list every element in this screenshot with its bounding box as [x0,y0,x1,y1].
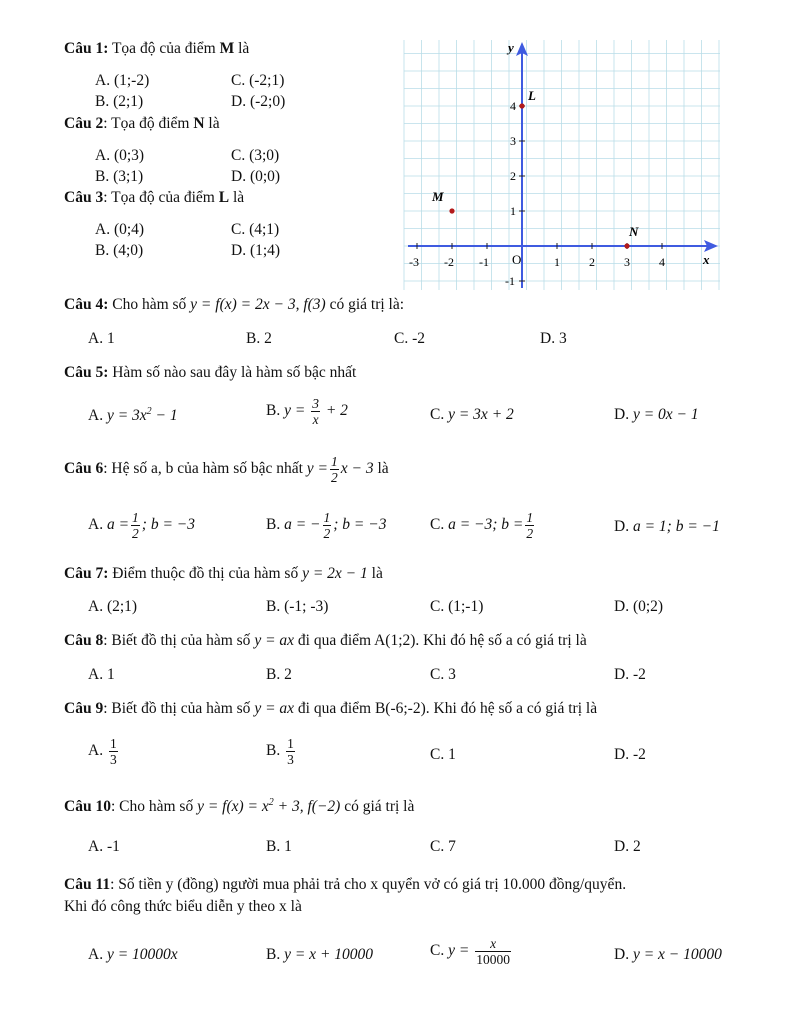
q6-option-c [430,510,536,541]
q10-expression: y = f(x) = x [197,798,269,816]
q6-a-denominator: 2 [132,526,139,541]
y-axis-label: y [508,40,514,55]
q5-option-b [266,396,348,427]
q11-c-letter: C. [430,942,445,960]
y-tick-label: 4 [510,99,516,113]
question-7 [64,565,383,583]
q11-a-letter: A. [88,946,104,963]
q8-option-c: C. 3 [430,666,456,683]
q6-expr-rhs: x − 3 [340,460,374,478]
q5-b-letter: B. [266,402,281,420]
q6-option-a [88,510,195,541]
graph-points [431,88,639,249]
q11-option-b [266,946,373,964]
q3-option-b: B. (4;0) [95,242,144,259]
q9-tail: đi qua điểm B(-6;-2). Khi đó hệ số a có giá trị là [297,700,598,717]
q7-text: Điểm thuộc đồ thị của hàm số [112,565,299,582]
q9-b-fraction [286,736,295,767]
x-tick-label: 4 [659,255,665,269]
q2-text: : Tọa độ điểm [103,115,190,132]
q9-b-letter: B. [266,742,281,760]
q11-c-numerator: x [475,936,511,952]
q5-d-letter: D. [614,406,630,423]
q4-option-b: B. 2 [246,330,272,347]
q5-c-expr: y = 3x + 2 [448,406,514,423]
q11-c-lhs: y = [448,942,470,960]
q10-tail: có giá trị là [344,798,415,816]
q10-exponent: 2 [268,797,274,808]
q6-expr-lhs: y = [306,460,329,478]
q5-option-d [614,406,699,424]
question-9 [64,700,597,718]
x-tick-label: 2 [589,255,595,269]
q5-a-tail: − 1 [151,407,178,425]
q6-b-rhs: ; b = −3 [333,516,387,534]
point-label-l: L [528,88,536,103]
q7-option-a: A. (2;1) [88,598,138,615]
x-tick-label: 1 [554,255,560,269]
q2-option-d: D. (0;0) [231,168,281,185]
question-11 [64,876,626,894]
q10-option-c: C. 7 [430,838,456,855]
q4-label: Câu 4: [64,296,109,313]
q3-text: : Tọa độ của điểm [103,189,215,206]
question-10 [64,797,414,816]
question-5 [64,364,356,382]
q9-option-a [88,736,120,767]
y-tick-label: 1 [510,204,516,218]
q7-label: Câu 7: [64,565,109,582]
q11-c-fraction [475,936,511,967]
q2-option-b: B. (3;1) [95,168,144,185]
point-l [519,103,524,108]
q6-c-lhs: a = −3; b = [448,516,524,534]
q1-option-d: D. (-2;0) [231,93,286,110]
q4-option-a: A. 1 [88,330,115,347]
q1-option-b: B. (2;1) [95,93,144,110]
q6-d-expr: a = 1; b = −1 [632,518,720,535]
q6-c-denominator: 2 [526,526,534,541]
q11-b-letter: B. [266,946,281,963]
q8-option-a: A. 1 [88,666,115,683]
q6-numerator: 1 [331,454,338,469]
q11-b-expr: y = x + 10000 [284,946,374,963]
q6-a-lhs: a = [106,516,130,534]
q6-option-b [266,510,386,541]
q8-expression: y = ax [254,632,295,649]
q6-text: : Hệ số a, b của hàm số bậc nhất [103,460,303,478]
q1-label: Câu 1: [64,40,109,57]
q5-b-rhs: + 2 [325,402,348,420]
x-axis-label: x [703,252,710,267]
q5-option-c [430,406,514,424]
q5-b-fraction [311,396,320,427]
q11-d-expr: y = x − 10000 [632,946,722,963]
q6-b-numerator: 1 [323,510,331,525]
origin-label: O [512,252,522,267]
q6-b-lhs: a = − [284,516,321,534]
q5-b-lhs: y = [284,402,306,420]
q1-point: M [219,40,235,57]
q5-option-a [88,406,178,425]
question-8 [64,632,587,650]
q1-option-a: A. (1;-2) [95,72,150,89]
q6-label: Câu 6 [64,460,104,478]
q11-option-c [430,936,513,967]
q7-option-c: C. (1;-1) [430,598,484,615]
q9-b-denominator: 3 [287,752,294,767]
x-tick-label: 3 [624,255,630,269]
question-2 [64,115,220,133]
q6-b-denominator: 2 [323,526,331,541]
x-tick-label: -1 [479,255,489,269]
q5-a-expr: y = 3x [106,407,147,425]
q1-tail: là [238,40,250,57]
q4-expression: y = f(x) = 2x − 3, f(3) [190,296,326,313]
q1-option-c: C. (-2;1) [231,72,285,89]
q2-point: N [193,115,205,132]
q6-a-numerator: 1 [132,510,139,525]
q2-option-c: C. (3;0) [231,147,280,164]
q8-option-d: D. -2 [614,666,646,683]
q9-expression: y = ax [254,700,295,717]
q9-a-fraction [109,736,118,767]
q6-d-letter: D. [614,518,630,535]
q6-b-letter: B. [266,516,281,534]
q3-label: Câu 3 [64,189,104,206]
q5-b-numerator: 3 [312,396,319,411]
q4-text: Cho hàm số [112,296,187,313]
q6-a-letter: A. [88,516,104,534]
q2-tail: là [208,115,220,132]
q9-a-letter: A. [88,742,104,760]
q9-option-b [266,736,297,767]
x-tick-label: -2 [444,255,454,269]
q6-fraction [330,454,339,485]
q6-c-letter: C. [430,516,445,534]
q9-b-numerator: 1 [287,736,294,751]
q11-c-denominator: 10000 [476,952,510,967]
point-m [449,208,454,213]
q8-label: Câu 8 [64,632,104,649]
coordinate-graph [402,38,722,292]
q4-tail: có giá trị là: [329,296,405,313]
q2-option-a: A. (0;3) [95,147,145,164]
q6-tail: là [377,460,389,478]
question-4 [64,296,404,314]
q6-b-fraction [323,510,332,541]
q7-tail: là [371,565,383,582]
q5-a-exponent: 2 [146,406,152,417]
q10-option-d: D. 2 [614,838,641,855]
point-label-n: N [629,224,639,239]
q8-text: : Biết đồ thị của hàm số [103,632,251,649]
graph-axes [408,40,718,288]
q9-a-denominator: 3 [109,752,117,767]
q7-option-b: B. (-1; -3) [266,598,329,615]
q10-expression-tail: + 3, f(−2) [273,798,341,816]
q3-option-a: A. (0;4) [95,221,145,238]
q8-option-b: B. 2 [266,666,292,683]
y-tick-label: -1 [505,274,515,288]
q5-text: Hàm số nào sau đây là hàm số bậc nhất [112,364,357,381]
q10-option-a: A. -1 [88,838,120,855]
q3-option-c: C. (4;1) [231,221,280,238]
graph-grid [404,40,720,290]
question-6 [64,454,389,485]
q5-a-letter: A. [88,407,104,425]
q11-d-letter: D. [614,946,630,963]
question-1 [64,40,249,58]
q6-a-fraction [131,510,140,541]
point-label-m: M [432,189,444,204]
q5-c-letter: C. [430,406,445,423]
q9-a-numerator: 1 [109,736,117,751]
q5-b-denominator: x [312,412,319,427]
q3-tail: là [232,189,245,206]
q11-a-expr: y = 10000x [106,946,178,963]
q10-text: : Cho hàm số [110,798,194,816]
q2-label: Câu 2 [64,115,104,132]
q11-text: : Số tiền y (đồng) người mua phải trả cho x quyển vở có giá trị 10.000 đồng/quyển. [110,876,627,893]
q4-option-c: C. -2 [394,330,425,347]
q11-option-a [88,946,178,964]
q9-option-d: D. -2 [614,746,646,763]
q11-option-d [614,946,722,964]
q9-text: : Biết đồ thị của hàm số [103,700,251,717]
q3-option-d: D. (1;4) [231,242,281,259]
q3-point: L [218,189,230,206]
q6-denominator: 2 [331,470,338,485]
q11-line-2: Khi đó công thức biểu diễn y theo x là [64,898,302,915]
question-3 [64,189,244,207]
q4-option-d: D. 3 [540,330,567,347]
q8-tail: đi qua điểm A(1;2). Khi đó hệ số a có giá trị là [297,632,587,649]
q7-option-d: D. (0;2) [614,598,664,615]
q9-label: Câu 9 [64,700,104,717]
q6-a-rhs: ; b = −3 [141,516,196,534]
y-tick-label: 2 [510,169,516,183]
q5-d-expr: y = 0x − 1 [632,406,699,423]
q10-label: Câu 10 [64,798,111,816]
point-n [624,243,629,248]
q6-option-d [614,518,720,536]
q6-c-fraction [525,510,534,541]
q9-option-c: C. 1 [430,746,456,763]
q1-text: Tọa độ của điểm [111,40,216,57]
x-tick-label: -3 [409,255,419,269]
q7-expression: y = 2x − 1 [302,565,368,582]
q11-label: Câu 11 [64,876,111,893]
q10-option-b: B. 1 [266,838,292,855]
y-tick-label: 3 [510,134,516,148]
q6-c-numerator: 1 [526,510,534,525]
q5-label: Câu 5: [64,364,109,381]
